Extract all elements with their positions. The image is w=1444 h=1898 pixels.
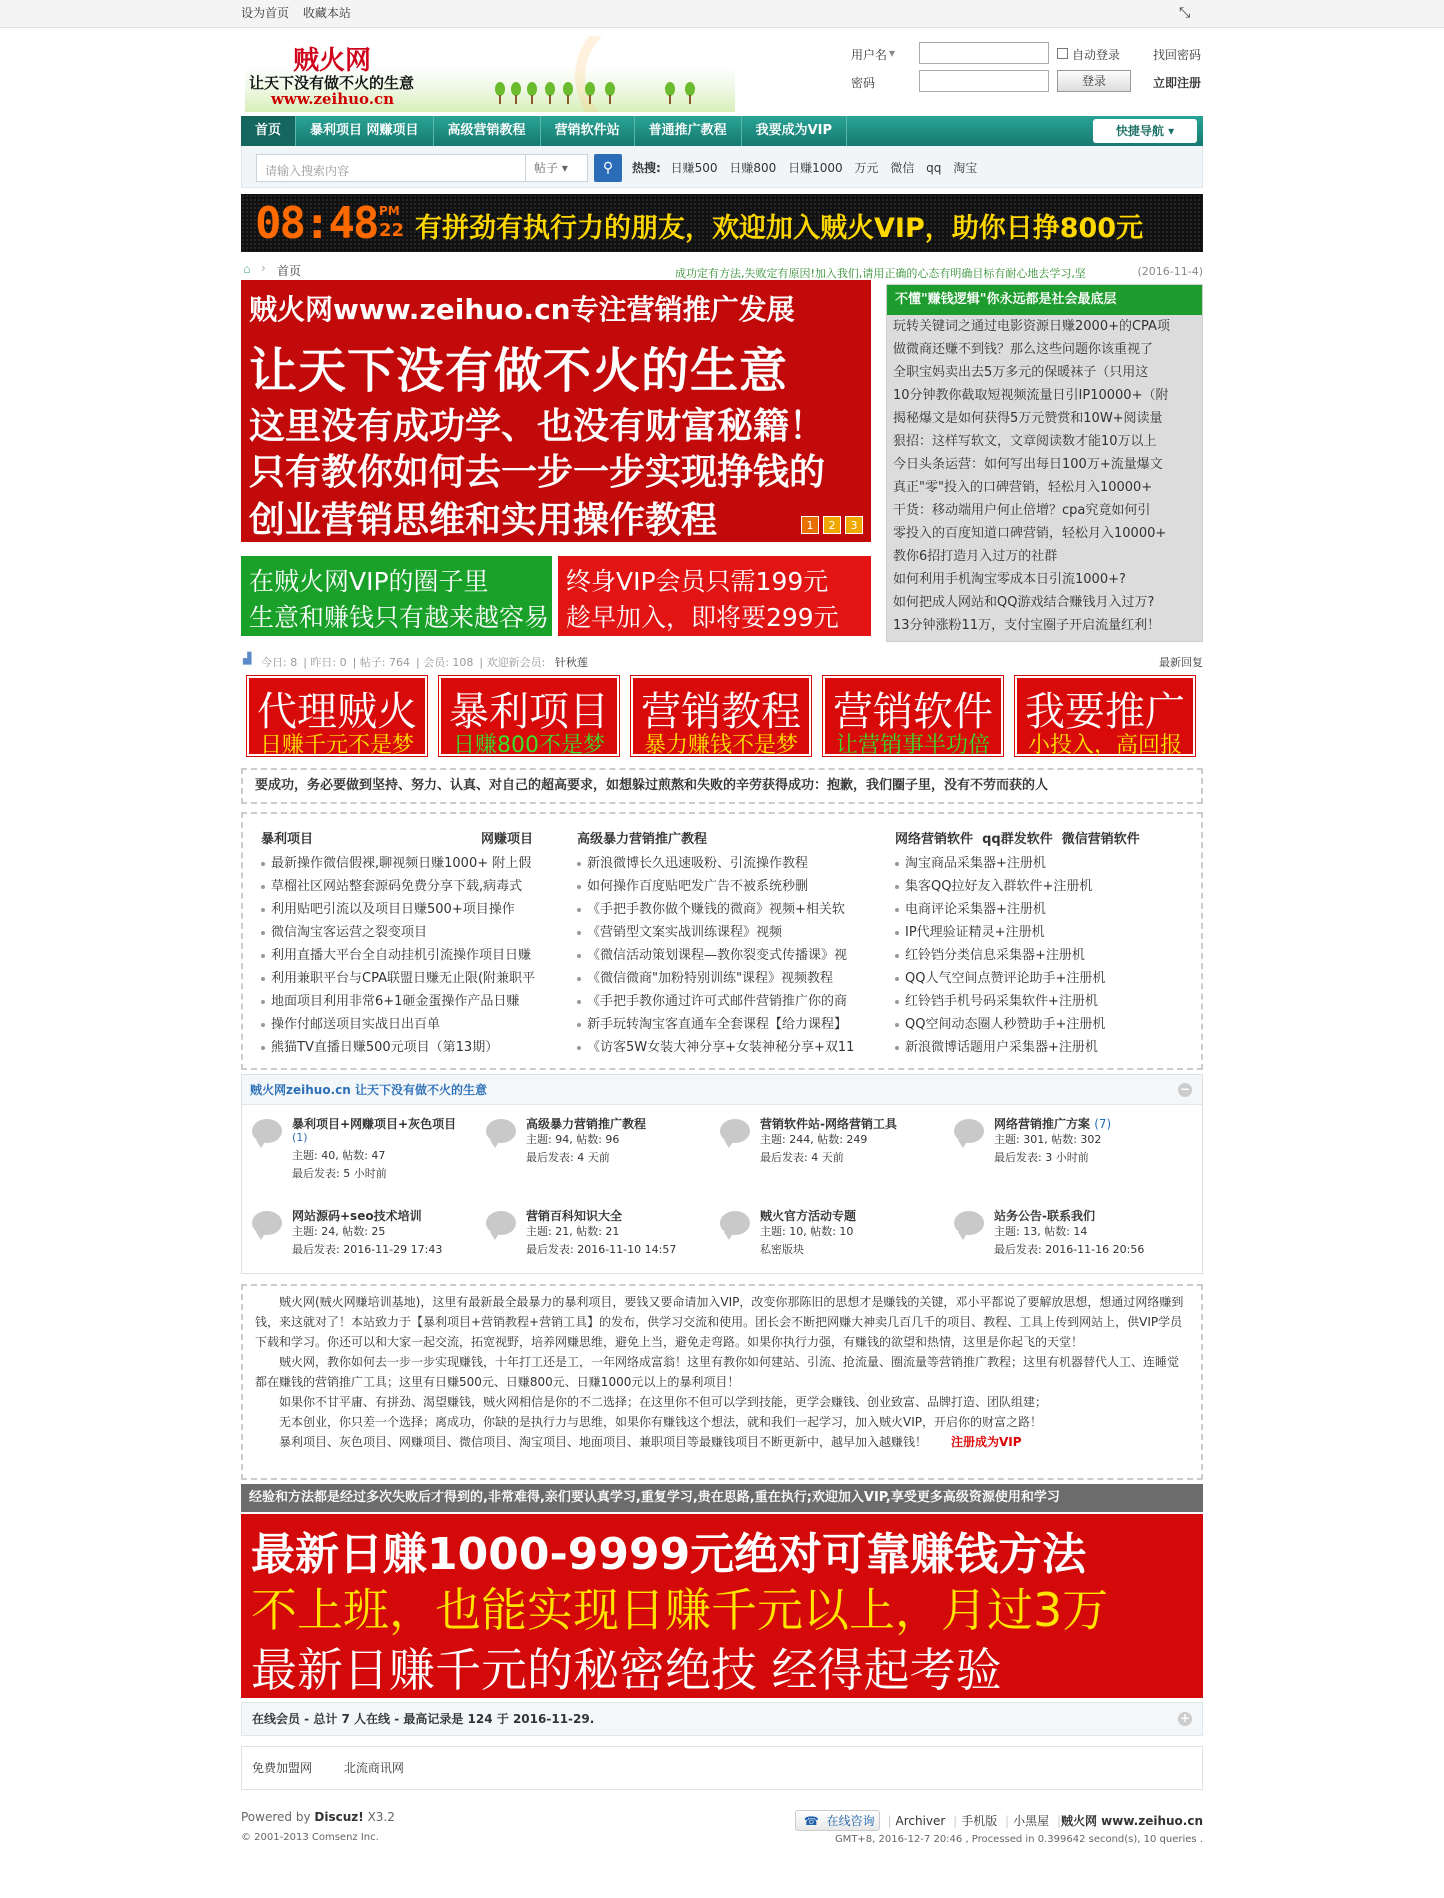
list-item[interactable]: 如何把成人网站和QQ游戏结合赚钱月入过万? xyxy=(893,595,1155,610)
slider-dot[interactable]: 2 xyxy=(823,516,841,534)
site-logo[interactable] xyxy=(245,36,735,112)
friend-links xyxy=(241,1746,1203,1790)
list-heading[interactable]: 高级暴力营销推广教程 xyxy=(577,832,708,847)
powered-by-label: Powered by xyxy=(241,1810,311,1824)
list-item[interactable]: 新手玩转淘宝客直通车全套课程【给力课程】 xyxy=(577,1013,877,1036)
category-banner-promote[interactable] xyxy=(1015,676,1195,756)
forum-board[interactable] xyxy=(252,1207,482,1277)
list-item[interactable]: 教你6招打造月入过万的社群 xyxy=(893,549,1058,564)
intro-paragraph: 无本创业，你只差一个选择；离成功，你缺的是执行力与思维，如果你有赚钱这个想法，就和我们一起学习，加入贼火VIP，开启你的财富之路！ xyxy=(279,1415,1042,1429)
list-item[interactable]: 玩转关键词之通过电影资源日赚2000+的CPA项 xyxy=(893,319,1170,334)
online-members-bar xyxy=(241,1702,1203,1736)
logo-url: www.zeihuo.cn xyxy=(271,90,395,108)
page-wrapper xyxy=(241,28,1203,282)
category-subtitle: 小投入，高回报 xyxy=(1027,733,1182,758)
forum-board[interactable] xyxy=(954,1207,1184,1277)
announcement-ticker[interactable]: 成功定有方法,失败定有原因!加入我们,请用正确的心态有明确目标有耐心地去学习,坚 xyxy=(675,267,1086,280)
newest-member-link[interactable]: 针秋莲 xyxy=(554,656,588,669)
list-item[interactable]: 红铃铛手机号码采集软件+注册机 xyxy=(895,990,1195,1013)
set-home-link[interactable]: 设为首页 xyxy=(241,6,290,20)
bookmark-link[interactable]: 收藏本站 xyxy=(302,6,351,20)
category-title: 营销教程 xyxy=(641,689,801,735)
promo-line: 在贼火网VIP的圈子里 xyxy=(249,567,489,596)
board-new-count: (1) xyxy=(292,1131,308,1144)
main-nav xyxy=(241,116,1203,146)
board-last-post: 最后发表: 2016-11-10 14:57 xyxy=(526,1243,677,1256)
ad-line: 不上班，也能实现日赚千元以上，月过3万 xyxy=(251,1583,1109,1637)
auto-login-checkbox[interactable] xyxy=(1057,48,1068,59)
main-slider[interactable] xyxy=(241,280,871,542)
category-banner-software[interactable] xyxy=(823,676,1003,756)
username-input[interactable] xyxy=(919,42,1049,64)
board-icon xyxy=(486,1211,516,1235)
board-last-post: 最后发表: 2016-11-16 20:56 xyxy=(994,1243,1145,1256)
list-item[interactable]: 13分钟涨粉11万，支付宝圈子开启流量红利！ xyxy=(893,618,1161,633)
ad-line: 最新日赚千元的秘密绝技 经得起考验 xyxy=(251,1643,1002,1697)
category-subtitle: 让营销事半功倍 xyxy=(835,733,990,758)
motto-bar: 要成功，务必要做到坚持、努力、认真、对自己的超高要求，如想躲过煎熬和失败的辛劳获得成功：抱歉，我们圈子里，没有不劳而获的人 xyxy=(241,768,1203,804)
list-heading[interactable]: qq群发软件 xyxy=(982,832,1053,847)
slider-line: 只有教你如何去一步一步实现挣钱的 xyxy=(249,452,826,493)
quick-nav-button[interactable] xyxy=(1093,119,1197,143)
home-icon[interactable]: ⌂ xyxy=(243,262,251,276)
forum-stats: ▟ 今日: 8 | 昨日: 0 | 帖子: 764 | 会员: 108 | 欢迎新会员: 针秋莲 最新回复 xyxy=(243,652,1203,669)
intro-paragraph: 如果你不甘平庸、有拼劲、渴望赚钱，贼火网相信是你的不二选择；在这里你不但可以学到技能，更学会赚钱、创业致富、品牌打造、团队组建； xyxy=(279,1395,1048,1409)
list-item[interactable]: 《访客5W女装大神分享+女装神秘分享+双11 xyxy=(577,1036,877,1059)
forum-board[interactable] xyxy=(486,1207,716,1277)
stat-today: 今日: 8 xyxy=(261,656,298,669)
forum-board-list xyxy=(241,1074,1203,1274)
led-banner xyxy=(241,194,1203,252)
category-title: 暴利项目 xyxy=(449,689,609,735)
mobile-link[interactable]: 手机版 xyxy=(961,1814,998,1828)
online-members-text[interactable]: 在线会员 - 总计 7 人在线 - 最高记录是 124 于 2016-11-29. xyxy=(252,1712,595,1726)
password-input[interactable] xyxy=(919,70,1049,92)
list-projects xyxy=(261,828,561,1059)
dark-room-link[interactable]: 小黑屋 xyxy=(1013,1814,1050,1828)
board-counts: 主题: 13, 帖数: 14 xyxy=(994,1225,1088,1238)
forum-header xyxy=(242,1075,1202,1105)
nav-item-vip[interactable]: 我要成为VIP xyxy=(742,116,847,146)
forum-board[interactable] xyxy=(954,1115,1184,1185)
quick-nav-label: 快捷导航 xyxy=(1115,124,1164,138)
online-consult-button[interactable] xyxy=(795,1810,880,1831)
friend-link[interactable]: 北流商讯网 xyxy=(343,1761,404,1775)
board-icon xyxy=(486,1119,516,1143)
chevron-down-icon[interactable]: ▾ xyxy=(889,46,896,60)
forum-board[interactable] xyxy=(486,1115,716,1185)
list-software xyxy=(895,828,1195,1059)
board-name[interactable]: 贼火官方活动专题 xyxy=(760,1209,857,1223)
hot-keyword[interactable]: 日赚1000 xyxy=(788,161,843,175)
board-last-post: 最后发表: 2016-11-29 17:43 xyxy=(292,1243,443,1256)
hot-search-label: 热搜: xyxy=(632,161,661,175)
list-item[interactable]: 利用贴吧引流以及项目日赚500+项目操作 xyxy=(261,898,561,921)
intro-paragraph: 暴利项目、灰色项目、网赚项目、微信项目、淘宝项目、地面项目、兼职项目等最赚钱项目不断更新中，越早加入越赚钱！ xyxy=(279,1435,928,1449)
hot-keyword[interactable]: 万元 xyxy=(854,161,879,175)
category-title: 营销软件 xyxy=(833,689,993,735)
header xyxy=(241,28,1203,116)
hot-keyword[interactable]: 日赚800 xyxy=(729,161,777,175)
list-item[interactable]: 全职宝妈卖出去5万多元的保暖袜子（只用这 xyxy=(893,365,1149,380)
board-name[interactable]: 高级暴力营销推广教程 xyxy=(526,1117,647,1131)
login-button[interactable]: 登录 xyxy=(1057,70,1131,92)
list-item[interactable]: 操作付邮送项目实战日出百单 xyxy=(261,1013,561,1036)
find-password-link[interactable]: 找回密码 xyxy=(1153,48,1202,62)
promo-banner-vip-price[interactable] xyxy=(558,556,871,636)
board-new-count: (7) xyxy=(1094,1117,1112,1131)
list-tutorials xyxy=(577,828,877,1059)
board-icon xyxy=(954,1211,984,1235)
board-counts: 主题: 94, 帖数: 96 xyxy=(526,1133,620,1146)
list-heading[interactable]: 网络营销软件 xyxy=(895,832,974,847)
notice-bar: 经验和方法都是经过多次失败后才得到的,非常难得,亲们要认真学习,重复学习,贵在思路,重在执行;欢迎加入VIP,享受更多高级资源使用和学习 xyxy=(241,1484,1203,1512)
board-name[interactable]: 站务公告-联系我们 xyxy=(994,1209,1095,1223)
slider-pagination xyxy=(797,516,863,534)
register-link[interactable]: 立即注册 xyxy=(1153,76,1202,90)
slider-line: 让天下没有做不火的生意 xyxy=(249,343,789,399)
list-item[interactable]: 熊猫TV直播日赚500元项目（第13期） xyxy=(261,1036,561,1059)
list-item[interactable]: 10分钟教你截取短视频流量日引IP10000+（附 xyxy=(893,388,1169,403)
top-bar xyxy=(0,0,1444,28)
list-item[interactable]: 真正"零"投入的口碑营销，轻松月入10000+ xyxy=(893,480,1153,495)
board-last-post: 最后发表: 4 天前 xyxy=(760,1151,844,1164)
hot-keyword[interactable]: 微信 xyxy=(890,161,915,175)
list-heading[interactable]: 暴利项目 xyxy=(261,832,314,847)
category-subtitle: 暴力赚钱不是梦 xyxy=(643,733,798,758)
list-item[interactable]: 《手把手教你通过许可式邮件营销推广你的商 xyxy=(577,990,877,1013)
list-item[interactable]: 如何操作百度贴吧发广告不被系统秒删 xyxy=(577,875,877,898)
promo-line: 趁早加入，即将要299元 xyxy=(566,603,839,632)
register-vip-link[interactable]: 注册成为VIP xyxy=(951,1435,1022,1449)
forum-board[interactable] xyxy=(720,1115,950,1185)
breadcrumb-separator: › xyxy=(261,261,266,275)
list-item[interactable]: 利用兼职平台与CPA联盟日赚无止限(附兼职平 xyxy=(261,967,561,990)
board-counts: 主题: 24, 帖数: 25 xyxy=(292,1225,386,1238)
category-banner-projects[interactable] xyxy=(439,676,619,756)
auto-login-label: 自动登录 xyxy=(1072,48,1121,62)
category-title: 我要推广 xyxy=(1025,689,1185,735)
list-item[interactable]: QQ人气空间点赞评论助手+注册机 xyxy=(895,967,1195,990)
article-lists xyxy=(241,812,1203,1070)
search-bar xyxy=(241,146,1203,188)
welcome-label: 欢迎新会员: xyxy=(486,656,546,669)
board-counts: 主题: 40, 帖数: 47 xyxy=(292,1149,386,1162)
board-name[interactable]: 网站源码+seo技术培训 xyxy=(292,1209,422,1223)
forum-board[interactable] xyxy=(252,1115,482,1185)
list-heading[interactable]: 微信营销软件 xyxy=(1061,832,1140,847)
list-item[interactable]: 干货：移动端用户何止倍增？cpa究竟如何引 xyxy=(893,503,1151,518)
list-item[interactable]: 草榴社区网站整套源码免费分享下载,病毒式 xyxy=(261,875,561,898)
list-item[interactable]: 微信淘宝客运营之裂变项目 xyxy=(261,921,561,944)
list-item[interactable]: 淘宝商品采集器+注册机 xyxy=(895,852,1195,875)
banner-message: 有拼劲有执行力的朋友，欢迎加入贼火VIP，助你日挣800元 xyxy=(415,213,1144,244)
category-title: 代理贼火 xyxy=(257,689,417,735)
slider-line: 创业营销思维和实用操作教程 xyxy=(249,500,718,541)
board-last-post: 最后发表: 4 天前 xyxy=(526,1151,610,1164)
processing-info: GMT+8, 2016-12-7 20:46 , Processed in 0.399642 second(s), 10 queries . xyxy=(834,1834,1203,1845)
login-form xyxy=(851,42,1203,102)
nav-item-tutorials[interactable]: 高级营销教程 xyxy=(434,116,541,146)
list-item[interactable]: 如何利用手机淘宝零成本日引流1000+? xyxy=(893,572,1126,587)
board-counts: 主题: 244, 帖数: 249 xyxy=(760,1133,868,1146)
list-item[interactable]: QQ空间动态圈人秒赞助手+注册机 xyxy=(895,1013,1195,1036)
breadcrumb xyxy=(241,258,1203,282)
board-last-post: 私密版块 xyxy=(760,1243,804,1256)
list-item[interactable]: 狠招：这样写软文，文章阅读数才能10万以上 xyxy=(893,434,1157,449)
category-subtitle: 日赚千元不是梦 xyxy=(259,733,414,758)
list-item[interactable]: 新浪微博长久迅速吸粉、引流操作教程 xyxy=(577,852,877,875)
slider-dot[interactable]: 1 xyxy=(801,516,819,534)
list-item[interactable]: 红铃铛分类信息采集器+注册机 xyxy=(895,944,1195,967)
board-name[interactable]: 网络营销推广方案 xyxy=(994,1117,1091,1131)
hot-keyword[interactable]: 淘宝 xyxy=(953,161,978,175)
clock-ampm: PM xyxy=(379,204,400,218)
list-item[interactable]: 集客QQ拉好友入群软件+注册机 xyxy=(895,875,1195,898)
chevron-down-icon: ▾ xyxy=(561,161,568,175)
category-banner-agent[interactable] xyxy=(247,676,427,756)
clock-seconds: 22 xyxy=(379,220,405,241)
search-icon[interactable]: ⚲ xyxy=(594,154,622,182)
list-item[interactable]: 新浪微博话题用户采集器+注册机 xyxy=(895,1036,1195,1059)
copyright: © 2001-2013 Comsenz Inc. xyxy=(241,1832,379,1843)
version-label: X3.2 xyxy=(367,1810,395,1824)
announcement-date: (2016-11-4) xyxy=(1137,265,1203,278)
board-icon xyxy=(720,1211,750,1235)
clock-time: 08:48 xyxy=(255,198,378,249)
board-counts: 主题: 301, 帖数: 302 xyxy=(994,1133,1102,1146)
list-item[interactable]: 今日头条运营：如何写出每日100万+流量爆文 xyxy=(893,457,1163,472)
collapse-icon[interactable]: − xyxy=(1179,1082,1191,1096)
list-item[interactable]: 电商评论采集器+注册机 xyxy=(895,898,1195,921)
logo-title: 贼火网 xyxy=(293,46,372,76)
list-item[interactable]: 做微商还赚不到钱？那么这些问题你该重视了 xyxy=(893,342,1154,357)
list-item[interactable]: 《手把手教你做个赚钱的微商》视频+相关软 xyxy=(577,898,877,921)
promo-banner-vip-circle[interactable] xyxy=(241,556,552,636)
search-input[interactable] xyxy=(256,154,588,182)
article-sidebar xyxy=(886,284,1203,642)
list-item[interactable]: 《微信微商"加粉特别训练"课程》视频教程 xyxy=(577,967,877,990)
search-placeholder: 请输入搜索内容 xyxy=(265,164,350,178)
board-name[interactable]: 暴利项目+网赚项目+灰色项目 xyxy=(292,1117,457,1131)
intro-paragraph: 贼火网，教你如何去一步一步实现赚钱，十年打工还是工，一年网络成富翁！这里有教你如何建站、引流、抢流量、圈流量等营销推广教程；这里有机器替代人工、连睡觉都在赚钱的营销推广工具；这里有日赚500元、日赚800元、日赚1000元以上的暴利项目！ xyxy=(255,1355,1180,1389)
list-heading[interactable]: 网赚项目 xyxy=(481,832,534,847)
nav-item-projects[interactable]: 暴利项目 网赚项目 xyxy=(296,116,434,146)
slider-line: 贼火网www.zeihuo.cn专注营销推广发展 xyxy=(249,293,795,326)
list-item[interactable]: 地面项目利用非常6+1砸金蛋操作产品日赚 xyxy=(261,990,561,1013)
board-last-post: 最后发表: 5 小时前 xyxy=(292,1167,387,1180)
board-icon xyxy=(252,1211,282,1235)
fullscreen-icon[interactable]: ⤡ xyxy=(1179,5,1191,21)
list-item[interactable]: IP代理验证精灵+注册机 xyxy=(895,921,1195,944)
forum-title[interactable]: 贼火网zeihuo.cn 让天下没有做不火的生意 xyxy=(250,1083,487,1097)
list-item[interactable]: 《微信活动策划课程—教你裂变式传播课》视 xyxy=(577,944,877,967)
board-counts: 主题: 21, 帖数: 21 xyxy=(526,1225,620,1238)
logo-slogan: 让天下没有做不火的生意 xyxy=(249,74,415,92)
list-item[interactable]: 《营销型文案实战训练课程》视频 xyxy=(577,921,877,944)
search-type-select[interactable] xyxy=(525,155,587,181)
category-subtitle: 日赚800不是梦 xyxy=(453,733,605,758)
board-name[interactable]: 营销软件站-网络营销工具 xyxy=(760,1117,897,1131)
search-type-label: 帖子 xyxy=(534,161,559,175)
board-icon xyxy=(720,1119,750,1143)
board-name[interactable]: 营销百科知识大全 xyxy=(526,1209,623,1223)
board-last-post: 最后发表: 3 小时前 xyxy=(994,1151,1089,1164)
forum-board[interactable] xyxy=(720,1207,950,1277)
board-icon xyxy=(252,1119,282,1143)
ad-line: 最新日赚1000-9999元绝对可靠赚钱方法 xyxy=(251,1529,1087,1580)
board-counts: 主题: 10, 帖数: 10 xyxy=(760,1225,854,1238)
site-introduction xyxy=(241,1284,1203,1480)
password-label: 密码 xyxy=(851,76,876,90)
category-banners xyxy=(241,676,1203,758)
username-label: 用户名 xyxy=(851,48,888,62)
category-banner-tutorials[interactable] xyxy=(631,676,811,756)
list-item[interactable]: 利用直播大平台全自动挂机引流操作项目日赚 xyxy=(261,944,561,967)
list-item[interactable]: 最新操作微信假裸,聊视频日赚1000+ 附上假 xyxy=(261,852,561,875)
list-item[interactable]: 揭秘爆文是如何获得5万元赞赏和10W+阅读量 xyxy=(893,411,1163,426)
friend-link[interactable]: 免费加盟网 xyxy=(252,1761,313,1775)
discuz-link[interactable]: Discuz! xyxy=(314,1810,364,1824)
stat-members: 会员: 108 xyxy=(423,656,474,669)
latest-replies-link[interactable]: 最新回复 xyxy=(1159,656,1203,669)
archiver-link[interactable]: Archiver xyxy=(895,1814,946,1828)
breadcrumb-current[interactable]: 首页 xyxy=(277,264,302,278)
promo-line: 终身VIP会员只需199元 xyxy=(566,567,829,596)
nav-item-software[interactable]: 营销软件站 xyxy=(541,116,635,146)
bottom-ad-banner[interactable] xyxy=(241,1514,1203,1698)
nav-item-promotion[interactable]: 普通推广教程 xyxy=(635,116,742,146)
chevron-down-icon: ▾ xyxy=(1168,124,1175,138)
intro-paragraph: 贼火网(贼火网赚培训基地)，这里有最新最全最暴力的暴利项目，要钱又要命请加入VIP，改变你那陈旧的思想才是赚钱的关键，邓小平都说了要解放思想，想通过网络赚到钱，来这就对了！本站致力于【暴利项目+营销教程+营销工具】的发布，供学习交流和使用。团长会不断把网赚大神卖几百几千的项目、教程、工具上传到网站上，供VIP学员下载和学习。你还可以和大家一起交流，拓宽视野，培养网赚思维，避免上当，避免走弯路。如果你执行力强，有赚钱的欲望和热情，这里是你起飞的天堂！ xyxy=(255,1295,1184,1349)
promo-line: 生意和赚钱只有越来越容易 xyxy=(249,603,550,632)
hot-keyword[interactable]: 日赚500 xyxy=(670,161,718,175)
nav-item-home[interactable]: 首页 xyxy=(241,116,296,146)
online-consult-label: 在线咨询 xyxy=(826,1814,875,1828)
slider-dot[interactable]: 3 xyxy=(845,516,863,534)
footer: Powered by Discuz! X3.2 © 2001-2013 Comsenz Inc. ☎ 在线咨询 | Archiver | 手机版 | 小黑屋 |贼火网 www.zeihuo.cn GMT+8, 2016-12-7 20:46 , Processed in 0.399642 second(s), 10 queries . xyxy=(241,1810,1203,1845)
sidebar-title: 不懂"赚钱逻辑"你永远都是社会最底层 xyxy=(887,285,1202,315)
list-item[interactable]: 零投入的百度知道口碑营销，轻松月入10000+ xyxy=(893,526,1167,541)
slider-line: 这里没有成功学、也没有财富秘籍！ xyxy=(249,406,826,447)
expand-icon[interactable]: + xyxy=(1179,1711,1191,1725)
stat-posts: 帖子: 764 xyxy=(359,656,411,669)
qq-icon: ☎ xyxy=(803,1814,819,1828)
hot-search xyxy=(632,159,985,176)
board-icon xyxy=(954,1119,984,1143)
hot-keyword[interactable]: qq xyxy=(926,161,942,175)
chart-icon: ▟ xyxy=(243,652,252,665)
stat-yesterday: 昨日: 0 xyxy=(310,656,347,669)
site-link[interactable]: 贼火网 www.zeihuo.cn xyxy=(1060,1814,1203,1828)
